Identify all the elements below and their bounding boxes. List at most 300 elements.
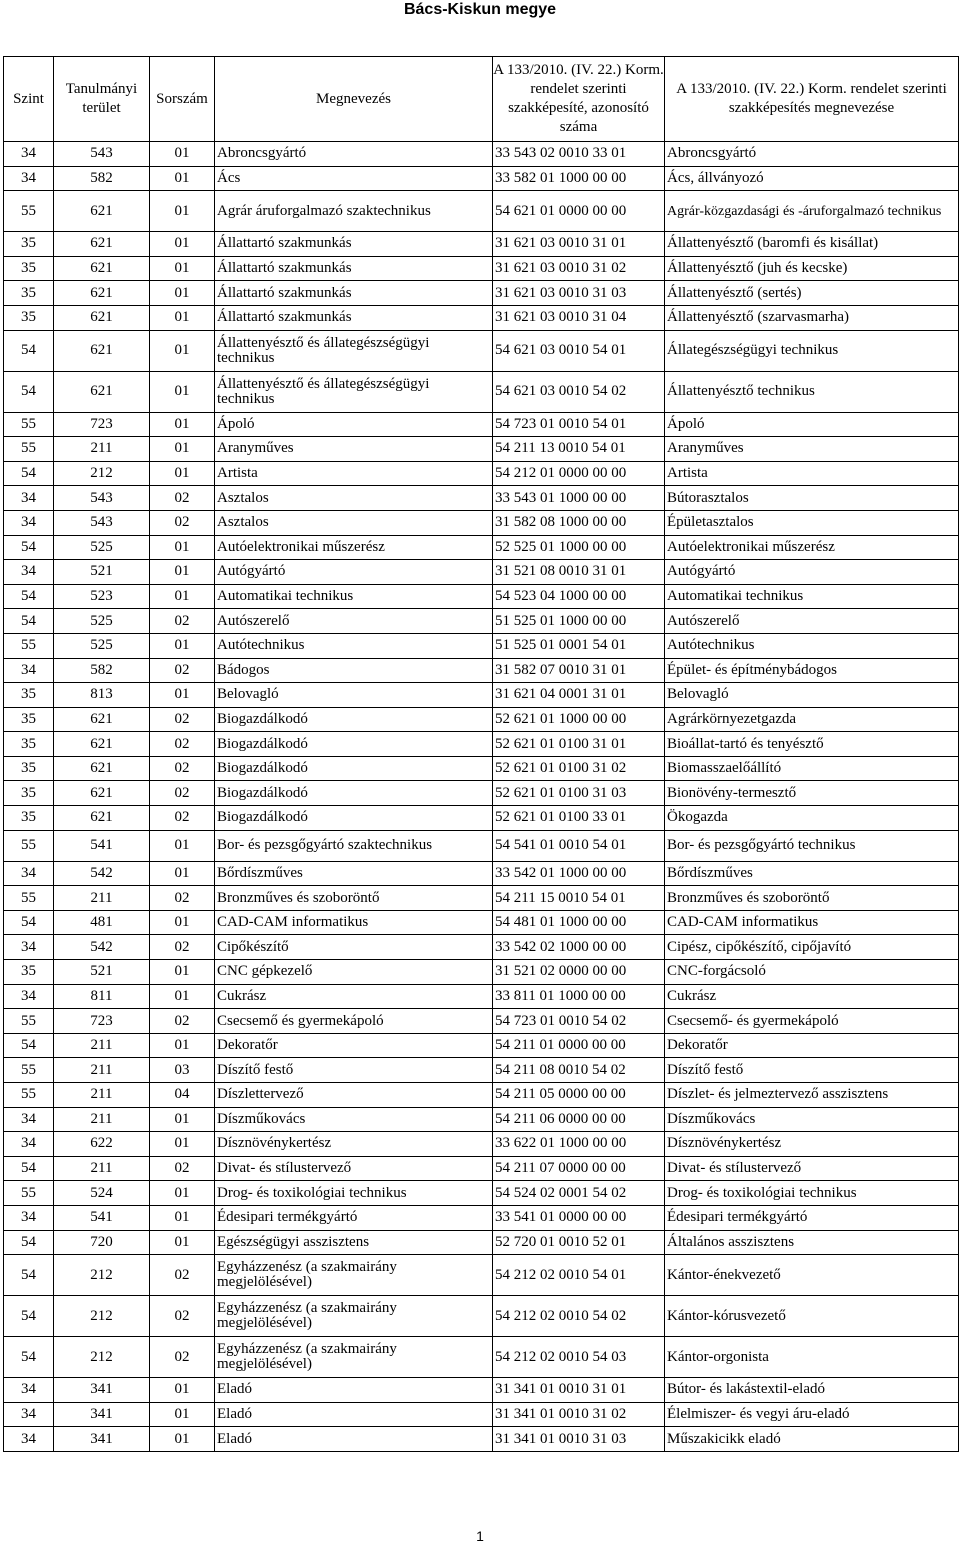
table-row <box>4 1296 959 1337</box>
cell-azonosito: 54 211 01 0000 00 00 <box>493 1033 665 1058</box>
cell-szakkepesites: Autótechnikus <box>665 633 959 658</box>
cell-szint: 54 <box>4 609 54 634</box>
cell-sorszam: 01 <box>150 910 215 935</box>
cell-azonosito: 54 723 01 0010 54 01 <box>493 412 665 437</box>
table-row <box>4 281 959 306</box>
cell-megnevezes: Biogazdálkodó <box>215 781 493 806</box>
cell-szakkepesites: Állategészségügyi technikus <box>665 330 959 371</box>
header-terulet: Tanulmányi terület <box>54 57 150 142</box>
cell-azonosito: 33 811 01 1000 00 00 <box>493 984 665 1009</box>
cell-szint: 54 <box>4 1296 54 1337</box>
table-row <box>4 191 959 232</box>
cell-terulet: 211 <box>54 437 150 462</box>
cell-szakkepesites: Cipész, cipőkészítő, cipőjavító <box>665 935 959 960</box>
cell-szint: 35 <box>4 732 54 757</box>
cell-szakkepesites: Cukrász <box>665 984 959 1009</box>
cell-szint: 55 <box>4 886 54 911</box>
cell-azonosito: 52 621 01 0100 31 03 <box>493 781 665 806</box>
cell-azonosito: 54 523 04 1000 00 00 <box>493 584 665 609</box>
cell-sorszam: 01 <box>150 830 215 861</box>
cell-sorszam: 01 <box>150 633 215 658</box>
cell-szakkepesites: Bőrdíszműves <box>665 861 959 886</box>
cell-terulet: 621 <box>54 281 150 306</box>
cell-szakkepesites: Dísznövénykertész <box>665 1132 959 1157</box>
cell-szint: 35 <box>4 707 54 732</box>
cell-megnevezes: Díszlettervező <box>215 1083 493 1108</box>
cell-terulet: 541 <box>54 1205 150 1230</box>
cell-terulet: 341 <box>54 1402 150 1427</box>
cell-megnevezes: Eladó <box>215 1402 493 1427</box>
table-row <box>4 461 959 486</box>
cell-sorszam: 01 <box>150 437 215 462</box>
cell-megnevezes: Automatikai technikus <box>215 584 493 609</box>
cell-szint: 35 <box>4 305 54 330</box>
cell-szakkepesites: Autógyártó <box>665 560 959 585</box>
cell-megnevezes: Autótechnikus <box>215 633 493 658</box>
cell-azonosito: 31 582 07 0010 31 01 <box>493 658 665 683</box>
cell-megnevezes: Asztalos <box>215 486 493 511</box>
cell-megnevezes: Díszítő festő <box>215 1058 493 1083</box>
cell-megnevezes: Díszműkovács <box>215 1107 493 1132</box>
table-row <box>4 560 959 585</box>
cell-terulet: 621 <box>54 707 150 732</box>
header-megnevezes: Megnevezés <box>215 57 493 142</box>
table-row <box>4 305 959 330</box>
cell-sorszam: 02 <box>150 1337 215 1378</box>
cell-sorszam: 01 <box>150 984 215 1009</box>
header-sorszam: Sorszám <box>150 57 215 142</box>
cell-megnevezes: Állattartó szakmunkás <box>215 232 493 257</box>
table-row <box>4 535 959 560</box>
cell-terulet: 621 <box>54 806 150 831</box>
cell-terulet: 481 <box>54 910 150 935</box>
cell-szint: 55 <box>4 437 54 462</box>
cell-terulet: 621 <box>54 232 150 257</box>
cell-szint: 34 <box>4 1107 54 1132</box>
cell-azonosito: 54 212 02 0010 54 01 <box>493 1255 665 1296</box>
cell-sorszam: 01 <box>150 1132 215 1157</box>
cell-szakkepesites: Kántor-énekvezető <box>665 1255 959 1296</box>
cell-sorszam: 02 <box>150 886 215 911</box>
cell-megnevezes: Divat- és stílustervező <box>215 1156 493 1181</box>
cell-sorszam: 02 <box>150 1296 215 1337</box>
table-row <box>4 781 959 806</box>
cell-szakkepesites: Épületasztalos <box>665 510 959 535</box>
cell-megnevezes: CAD-CAM informatikus <box>215 910 493 935</box>
cell-megnevezes: Állattenyésztő és állategészségügyi technikus <box>215 330 493 371</box>
table-row <box>4 1156 959 1181</box>
table-row <box>4 1230 959 1255</box>
cell-azonosito: 33 543 01 1000 00 00 <box>493 486 665 511</box>
cell-terulet: 542 <box>54 935 150 960</box>
table-row <box>4 166 959 191</box>
cell-szakkepesites: Bútor- és lakástextil-eladó <box>665 1378 959 1403</box>
cell-sorszam: 01 <box>150 1205 215 1230</box>
cell-azonosito: 33 582 01 1000 00 00 <box>493 166 665 191</box>
cell-megnevezes: Egyházzenész (a szakmairány megjelölésével) <box>215 1337 493 1378</box>
table-row <box>4 707 959 732</box>
cell-megnevezes: Aranyműves <box>215 437 493 462</box>
cell-szakkepesites: Abroncsgyártó <box>665 142 959 167</box>
cell-megnevezes: Cipőkészítő <box>215 935 493 960</box>
table-row <box>4 412 959 437</box>
cell-megnevezes: Abroncsgyártó <box>215 142 493 167</box>
table-row <box>4 1033 959 1058</box>
cell-sorszam: 01 <box>150 305 215 330</box>
cell-terulet: 521 <box>54 960 150 985</box>
table-row <box>4 935 959 960</box>
cell-sorszam: 02 <box>150 707 215 732</box>
table-row <box>4 1107 959 1132</box>
cell-azonosito: 54 541 01 0010 54 01 <box>493 830 665 861</box>
cell-megnevezes: Eladó <box>215 1427 493 1452</box>
cell-megnevezes: Bor- és pezsgőgyártó szaktechnikus <box>215 830 493 861</box>
cell-terulet: 541 <box>54 830 150 861</box>
cell-terulet: 723 <box>54 412 150 437</box>
cell-sorszam: 01 <box>150 1230 215 1255</box>
cell-sorszam: 02 <box>150 510 215 535</box>
cell-megnevezes: Belovagló <box>215 683 493 708</box>
cell-sorszam: 02 <box>150 658 215 683</box>
page-number: 1 <box>476 1528 484 1544</box>
cell-szint: 55 <box>4 830 54 861</box>
cell-szakkepesites: Kántor-orgonista <box>665 1337 959 1378</box>
cell-szint: 54 <box>4 371 54 412</box>
cell-szint: 35 <box>4 756 54 781</box>
cell-azonosito: 33 543 02 0010 33 01 <box>493 142 665 167</box>
cell-terulet: 524 <box>54 1181 150 1206</box>
cell-szakkepesites: Kántor-kórusvezető <box>665 1296 959 1337</box>
cell-szint: 35 <box>4 232 54 257</box>
cell-szakkepesites: Bútorasztalos <box>665 486 959 511</box>
cell-szakkepesites: Ápoló <box>665 412 959 437</box>
cell-azonosito: 51 525 01 0001 54 01 <box>493 633 665 658</box>
cell-megnevezes: Cukrász <box>215 984 493 1009</box>
cell-szint: 35 <box>4 806 54 831</box>
cell-szint: 34 <box>4 166 54 191</box>
table-row <box>4 861 959 886</box>
cell-terulet: 212 <box>54 1337 150 1378</box>
cell-megnevezes: Biogazdálkodó <box>215 707 493 732</box>
cell-sorszam: 01 <box>150 535 215 560</box>
cell-terulet: 341 <box>54 1378 150 1403</box>
cell-szint: 54 <box>4 535 54 560</box>
cell-szakkepesites: Drog- és toxikológiai technikus <box>665 1181 959 1206</box>
cell-szint: 34 <box>4 984 54 1009</box>
cell-azonosito: 33 541 01 0000 00 00 <box>493 1205 665 1230</box>
cell-sorszam: 02 <box>150 1255 215 1296</box>
cell-szint: 55 <box>4 1058 54 1083</box>
cell-sorszam: 01 <box>150 1033 215 1058</box>
table-row <box>4 1337 959 1378</box>
cell-megnevezes: Állattartó szakmunkás <box>215 305 493 330</box>
table-row <box>4 806 959 831</box>
cell-szint: 54 <box>4 1156 54 1181</box>
cell-szakkepesites: Biomasszaelőállító <box>665 756 959 781</box>
cell-sorszam: 02 <box>150 609 215 634</box>
cell-szint: 34 <box>4 486 54 511</box>
cell-terulet: 542 <box>54 861 150 886</box>
cell-azonosito: 54 211 05 0000 00 00 <box>493 1083 665 1108</box>
cell-megnevezes: Bőrdíszműves <box>215 861 493 886</box>
cell-terulet: 723 <box>54 1009 150 1034</box>
table-row <box>4 756 959 781</box>
cell-szakkepesites: Díszműkovács <box>665 1107 959 1132</box>
cell-azonosito: 54 212 02 0010 54 02 <box>493 1296 665 1337</box>
cell-szakkepesites: Ökogazda <box>665 806 959 831</box>
cell-megnevezes: Egyházzenész (a szakmairány megjelölésével) <box>215 1296 493 1337</box>
cell-szint: 55 <box>4 633 54 658</box>
cell-azonosito: 54 621 03 0010 54 02 <box>493 371 665 412</box>
cell-azonosito: 31 621 03 0010 31 03 <box>493 281 665 306</box>
cell-szint: 34 <box>4 658 54 683</box>
cell-szint: 34 <box>4 1427 54 1452</box>
cell-szakkepesites: CNC-forgácsoló <box>665 960 959 985</box>
cell-szakkepesites: Bionövény-termesztő <box>665 781 959 806</box>
cell-szint: 34 <box>4 1402 54 1427</box>
cell-szint: 55 <box>4 412 54 437</box>
cell-sorszam: 01 <box>150 281 215 306</box>
cell-terulet: 582 <box>54 658 150 683</box>
cell-terulet: 212 <box>54 461 150 486</box>
table-row <box>4 371 959 412</box>
cell-terulet: 525 <box>54 633 150 658</box>
table-row <box>4 232 959 257</box>
table-row <box>4 437 959 462</box>
table-row <box>4 510 959 535</box>
cell-azonosito: 54 211 07 0000 00 00 <box>493 1156 665 1181</box>
cell-azonosito: 31 621 04 0001 31 01 <box>493 683 665 708</box>
cell-azonosito: 51 525 01 1000 00 00 <box>493 609 665 634</box>
cell-szint: 54 <box>4 584 54 609</box>
cell-azonosito: 31 621 03 0010 31 02 <box>493 256 665 281</box>
cell-terulet: 621 <box>54 191 150 232</box>
table-row <box>4 1378 959 1403</box>
cell-szint: 54 <box>4 461 54 486</box>
cell-azonosito: 52 621 01 0100 31 02 <box>493 756 665 781</box>
cell-szakkepesites: Agrárkörnyezetgazda <box>665 707 959 732</box>
cell-terulet: 525 <box>54 609 150 634</box>
qualifications-table <box>3 56 959 1452</box>
cell-megnevezes: Asztalos <box>215 510 493 535</box>
cell-szakkepesites: Állattenyésztő (sertés) <box>665 281 959 306</box>
table-row <box>4 886 959 911</box>
cell-szakkepesites: Artista <box>665 461 959 486</box>
page-title: Bács-Kiskun megye <box>403 1 557 18</box>
table-row <box>4 609 959 634</box>
cell-sorszam: 01 <box>150 960 215 985</box>
cell-szint: 34 <box>4 1132 54 1157</box>
cell-szakkepesites: Automatikai technikus <box>665 584 959 609</box>
table-row <box>4 142 959 167</box>
cell-azonosito: 54 211 08 0010 54 02 <box>493 1058 665 1083</box>
cell-szint: 35 <box>4 683 54 708</box>
cell-szint: 55 <box>4 1181 54 1206</box>
cell-terulet: 211 <box>54 1083 150 1108</box>
cell-terulet: 582 <box>54 166 150 191</box>
cell-szakkepesites: Édesipari termékgyártó <box>665 1205 959 1230</box>
cell-terulet: 811 <box>54 984 150 1009</box>
table-row <box>4 830 959 861</box>
cell-terulet: 621 <box>54 330 150 371</box>
cell-szint: 34 <box>4 510 54 535</box>
cell-szakkepesites: Bronzműves és szoboröntő <box>665 886 959 911</box>
cell-szakkepesites: Díszlet- és jelmeztervező asszisztens <box>665 1083 959 1108</box>
table-row <box>4 960 959 985</box>
table-row <box>4 1009 959 1034</box>
table-row <box>4 1205 959 1230</box>
cell-megnevezes: Dekoratőr <box>215 1033 493 1058</box>
cell-megnevezes: Autószerelő <box>215 609 493 634</box>
table-row <box>4 732 959 757</box>
cell-terulet: 211 <box>54 1156 150 1181</box>
cell-sorszam: 01 <box>150 461 215 486</box>
cell-azonosito: 31 341 01 0010 31 02 <box>493 1402 665 1427</box>
cell-sorszam: 01 <box>150 560 215 585</box>
cell-terulet: 621 <box>54 756 150 781</box>
table-row <box>4 984 959 1009</box>
cell-azonosito: 52 621 01 0100 31 01 <box>493 732 665 757</box>
cell-azonosito: 54 723 01 0010 54 02 <box>493 1009 665 1034</box>
cell-megnevezes: Eladó <box>215 1378 493 1403</box>
cell-azonosito: 33 542 02 1000 00 00 <box>493 935 665 960</box>
cell-szint: 34 <box>4 935 54 960</box>
cell-azonosito: 54 211 13 0010 54 01 <box>493 437 665 462</box>
cell-megnevezes: Drog- és toxikológiai technikus <box>215 1181 493 1206</box>
cell-terulet: 621 <box>54 256 150 281</box>
cell-szakkepesites: Autóelektronikai műszerész <box>665 535 959 560</box>
cell-terulet: 211 <box>54 1033 150 1058</box>
cell-szint: 35 <box>4 960 54 985</box>
cell-azonosito: 52 621 01 0100 33 01 <box>493 806 665 831</box>
cell-terulet: 211 <box>54 1107 150 1132</box>
cell-szakkepesites: Épület- és építménybádogos <box>665 658 959 683</box>
cell-szakkepesites: Dekoratőr <box>665 1033 959 1058</box>
cell-szakkepesites: Aranyműves <box>665 437 959 462</box>
cell-szakkepesites: Általános asszisztens <box>665 1230 959 1255</box>
cell-terulet: 212 <box>54 1296 150 1337</box>
cell-szint: 34 <box>4 1205 54 1230</box>
cell-megnevezes: Agrár áruforgalmazó szaktechnikus <box>215 191 493 232</box>
cell-sorszam: 01 <box>150 1107 215 1132</box>
cell-megnevezes: Artista <box>215 461 493 486</box>
cell-szint: 55 <box>4 191 54 232</box>
cell-azonosito: 54 212 01 0000 00 00 <box>493 461 665 486</box>
cell-sorszam: 02 <box>150 781 215 806</box>
table-row <box>4 658 959 683</box>
cell-sorszam: 01 <box>150 861 215 886</box>
cell-megnevezes: Autóelektronikai műszerész <box>215 535 493 560</box>
cell-terulet: 543 <box>54 142 150 167</box>
cell-terulet: 720 <box>54 1230 150 1255</box>
table-row <box>4 1058 959 1083</box>
cell-sorszam: 01 <box>150 142 215 167</box>
cell-sorszam: 02 <box>150 806 215 831</box>
cell-megnevezes: Állattartó szakmunkás <box>215 281 493 306</box>
cell-megnevezes: Édesipari termékgyártó <box>215 1205 493 1230</box>
cell-szakkepesites: Műszakicikk eladó <box>665 1427 959 1452</box>
cell-azonosito: 33 622 01 1000 00 00 <box>493 1132 665 1157</box>
cell-azonosito: 33 542 01 1000 00 00 <box>493 861 665 886</box>
cell-azonosito: 31 521 08 0010 31 01 <box>493 560 665 585</box>
cell-megnevezes: Ács <box>215 166 493 191</box>
cell-szakkepesites: Ács, állványozó <box>665 166 959 191</box>
cell-sorszam: 01 <box>150 166 215 191</box>
table-row <box>4 584 959 609</box>
cell-sorszam: 04 <box>150 1083 215 1108</box>
cell-megnevezes: Bádogos <box>215 658 493 683</box>
cell-megnevezes: Dísznövénykertész <box>215 1132 493 1157</box>
cell-sorszam: 01 <box>150 1181 215 1206</box>
cell-sorszam: 01 <box>150 330 215 371</box>
table-row <box>4 633 959 658</box>
cell-szakkepesites: Belovagló <box>665 683 959 708</box>
cell-sorszam: 01 <box>150 584 215 609</box>
cell-megnevezes: Állattartó szakmunkás <box>215 256 493 281</box>
cell-sorszam: 01 <box>150 232 215 257</box>
cell-terulet: 212 <box>54 1255 150 1296</box>
cell-sorszam: 01 <box>150 1427 215 1452</box>
cell-szakkepesites: Élelmiszer- és vegyi áru-eladó <box>665 1402 959 1427</box>
cell-sorszam: 01 <box>150 1378 215 1403</box>
cell-megnevezes: CNC gépkezelő <box>215 960 493 985</box>
cell-szakkepesites: CAD-CAM informatikus <box>665 910 959 935</box>
cell-sorszam: 02 <box>150 756 215 781</box>
cell-azonosito: 31 341 01 0010 31 03 <box>493 1427 665 1452</box>
cell-terulet: 621 <box>54 781 150 806</box>
cell-terulet: 621 <box>54 732 150 757</box>
cell-terulet: 621 <box>54 371 150 412</box>
cell-szint: 34 <box>4 861 54 886</box>
cell-szakkepesites: Állattenyésztő technikus <box>665 371 959 412</box>
header-szint: Szint <box>4 57 54 142</box>
table-row <box>4 486 959 511</box>
cell-sorszam: 03 <box>150 1058 215 1083</box>
table-row <box>4 256 959 281</box>
cell-terulet: 543 <box>54 510 150 535</box>
cell-azonosito: 52 621 01 1000 00 00 <box>493 707 665 732</box>
cell-sorszam: 01 <box>150 371 215 412</box>
cell-szakkepesites: Állattenyésztő (juh és kecske) <box>665 256 959 281</box>
cell-terulet: 621 <box>54 305 150 330</box>
table-row <box>4 1132 959 1157</box>
cell-sorszam: 02 <box>150 732 215 757</box>
cell-szint: 54 <box>4 330 54 371</box>
cell-sorszam: 01 <box>150 412 215 437</box>
cell-terulet: 622 <box>54 1132 150 1157</box>
table-row <box>4 330 959 371</box>
cell-megnevezes: Egészségügyi asszisztens <box>215 1230 493 1255</box>
table-header-row <box>4 57 959 142</box>
cell-azonosito: 54 212 02 0010 54 03 <box>493 1337 665 1378</box>
cell-azonosito: 54 211 15 0010 54 01 <box>493 886 665 911</box>
cell-megnevezes: Biogazdálkodó <box>215 732 493 757</box>
cell-sorszam: 01 <box>150 256 215 281</box>
cell-szakkepesites: Díszítő festő <box>665 1058 959 1083</box>
cell-megnevezes: Bronzműves és szoboröntő <box>215 886 493 911</box>
cell-sorszam: 02 <box>150 1009 215 1034</box>
cell-szakkepesites: Agrár-közgazdasági és -áruforgalmazó technikus <box>665 191 959 232</box>
cell-szint: 54 <box>4 1255 54 1296</box>
cell-sorszam: 02 <box>150 486 215 511</box>
cell-szakkepesites: Bioállat-tartó és tenyésztő <box>665 732 959 757</box>
cell-szint: 34 <box>4 560 54 585</box>
cell-szint: 34 <box>4 1378 54 1403</box>
cell-azonosito: 54 524 02 0001 54 02 <box>493 1181 665 1206</box>
cell-szint: 54 <box>4 1033 54 1058</box>
cell-szakkepesites: Állattenyésztő (szarvasmarha) <box>665 305 959 330</box>
cell-terulet: 521 <box>54 560 150 585</box>
